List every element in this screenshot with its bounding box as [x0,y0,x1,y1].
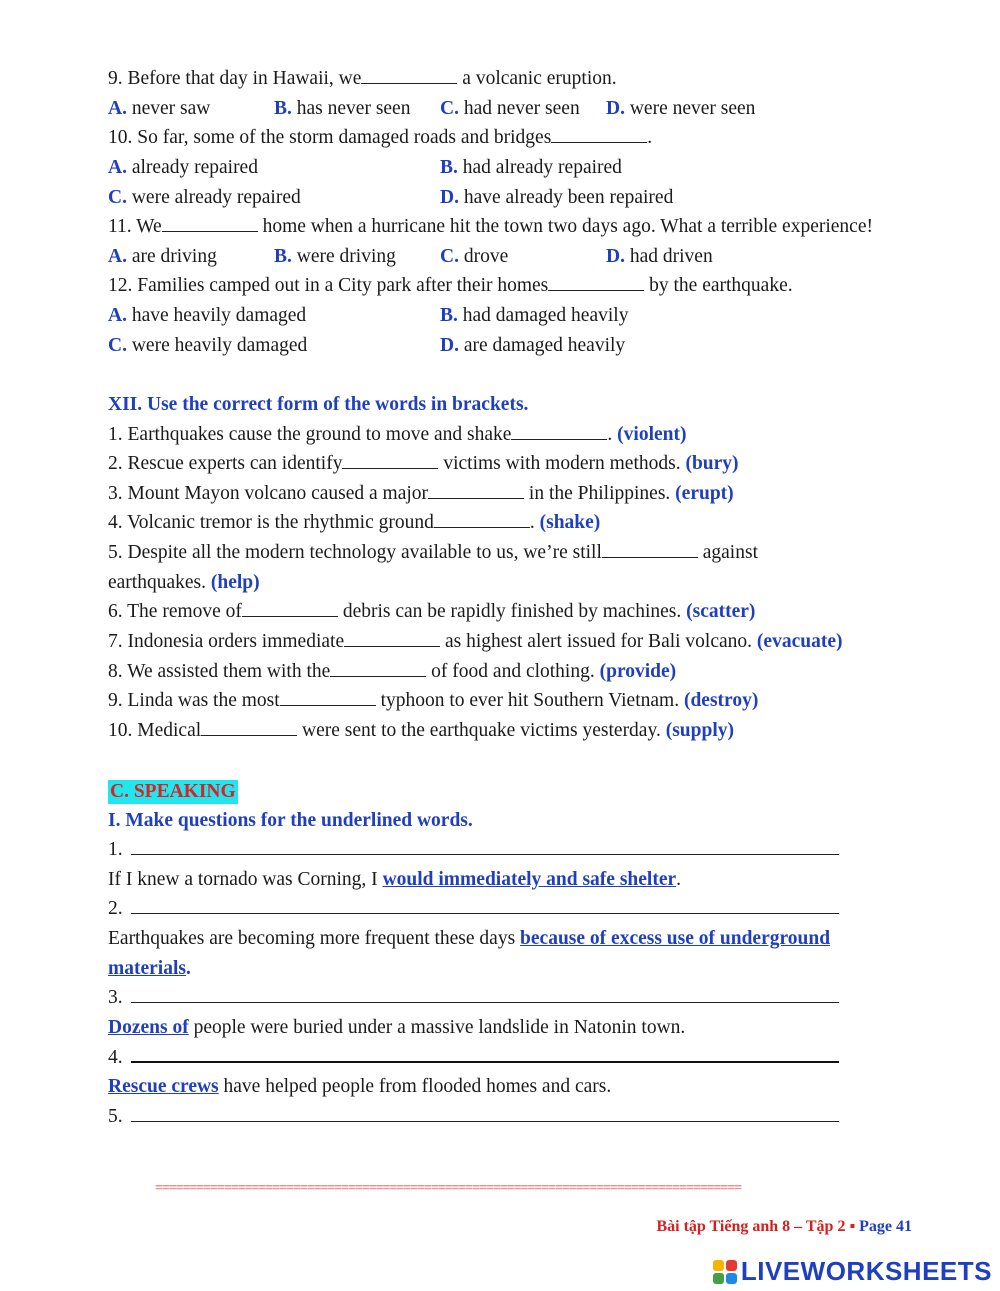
option-c[interactable]: C. drove [440,246,509,267]
answer-row-5: 5. [108,1105,839,1129]
question-9: 9. Before that day in Hawaii, we a volcanic eruption. [108,68,617,89]
answer-blank[interactable] [602,541,698,558]
option-b[interactable]: B. had already repaired [440,157,622,178]
question-10: 10. So far, some of the storm damaged roads and bridges . [108,127,653,148]
option-a[interactable]: A. are driving [108,246,217,267]
option-d[interactable]: D. had driven [606,246,713,267]
answer-blank[interactable] [330,660,426,677]
option-a[interactable]: A. already repaired [108,157,258,178]
speaking-title: I. Make questions for the underlined words. [108,810,473,831]
option-c[interactable]: C. were already repaired [108,187,301,208]
option-c[interactable]: C. were heavily damaged [108,335,308,356]
word-form-item: 7. Indonesia orders immediate as highest alert issued for Bali volcano. (evacuate) [108,631,843,652]
word-form-item: 9. Linda was the most typhoon to ever hit Southern Vietnam. (destroy) [108,690,759,711]
separator: ===================================================================================== [155,1181,742,1196]
answer-row-3: 3. [108,986,839,1010]
word-form-item-cont: earthquakes. (help) [108,572,260,593]
answer-blank[interactable] [201,719,297,736]
answer-row-4: 4. [108,1045,839,1070]
question-12: 12. Families camped out in a City park after their homes by the earthquake. [108,275,793,296]
word-form-item: 4. Volcanic tremor is the rhythmic ground . (shake) [108,512,601,533]
answer-blank[interactable] [361,67,457,84]
answer-line[interactable] [131,838,839,855]
option-d[interactable]: D. are damaged heavily [440,335,626,356]
sentence-2: Earthquakes are becoming more frequent these days because of excess use of underground [108,928,831,949]
word-form-item: 8. We assisted them with the of food and clothing. (provide) [108,661,677,682]
logo-icon [713,1260,737,1284]
option-c[interactable]: C. had never seen [440,98,580,119]
answer-line[interactable] [131,1105,839,1122]
answer-line[interactable] [131,1045,839,1063]
sentence-4: Rescue crews have helped people from flooded homes and cars. [108,1076,612,1097]
answer-blank[interactable] [511,423,607,440]
word-form-item: 1. Earthquakes cause the ground to move and shake . (violent) [108,424,687,445]
option-b[interactable]: B. has never seen [274,98,411,119]
option-b[interactable]: B. had damaged heavily [440,305,629,326]
answer-line[interactable] [131,986,839,1003]
word-form-item: 3. Mount Mayon volcano caused a major in the Philippines. (erupt) [108,483,734,504]
word-form-item: 2. Rescue experts can identify victims with modern methods. (bury) [108,453,739,474]
sentence-3: Dozens of people were buried under a massive landslide in Natonin town. [108,1017,686,1038]
answer-blank[interactable] [551,126,647,143]
option-d[interactable]: D. were never seen [606,98,756,119]
sentence-1: If I knew a tornado was Corning, I would immediately and safe shelter. [108,869,682,890]
page-footer: Bài tập Tiếng anh 8 – Tập 2 ▪ Page 41 [656,1218,912,1235]
answer-row-2: 2. [108,897,839,921]
answer-row-1: 1. [108,838,839,862]
sentence-2-cont: materials. [108,958,191,979]
answer-blank[interactable] [280,689,376,706]
answer-blank[interactable] [428,482,524,499]
answer-blank[interactable] [548,274,644,291]
word-form-item: 6. The remove of debris can be rapidly finished by machines. (scatter) [108,601,756,622]
section-title: XII. Use the correct form of the words in brackets. [108,394,529,415]
word-form-item: 10. Medical were sent to the earthquake victims yesterday. (supply) [108,720,734,741]
answer-line[interactable] [131,897,839,914]
option-d[interactable]: D. have already been repaired [440,187,674,208]
liveworksheets-logo: LIVEWORKSHEETS [713,1256,992,1287]
option-b[interactable]: B. were driving [274,246,396,267]
speaking-label: C. SPEAKING [110,781,236,802]
word-form-item: 5. Despite all the modern technology available to us, we’re still against [108,542,758,563]
question-11: 11. We home when a hurricane hit the town two days ago. What a terrible experience! [108,216,873,237]
answer-blank[interactable] [344,630,440,647]
answer-blank[interactable] [434,511,530,528]
answer-blank[interactable] [342,452,438,469]
answer-blank[interactable] [162,215,258,232]
option-a[interactable]: A. never saw [108,98,211,119]
option-a[interactable]: A. have heavily damaged [108,305,307,326]
answer-blank[interactable] [242,600,338,617]
